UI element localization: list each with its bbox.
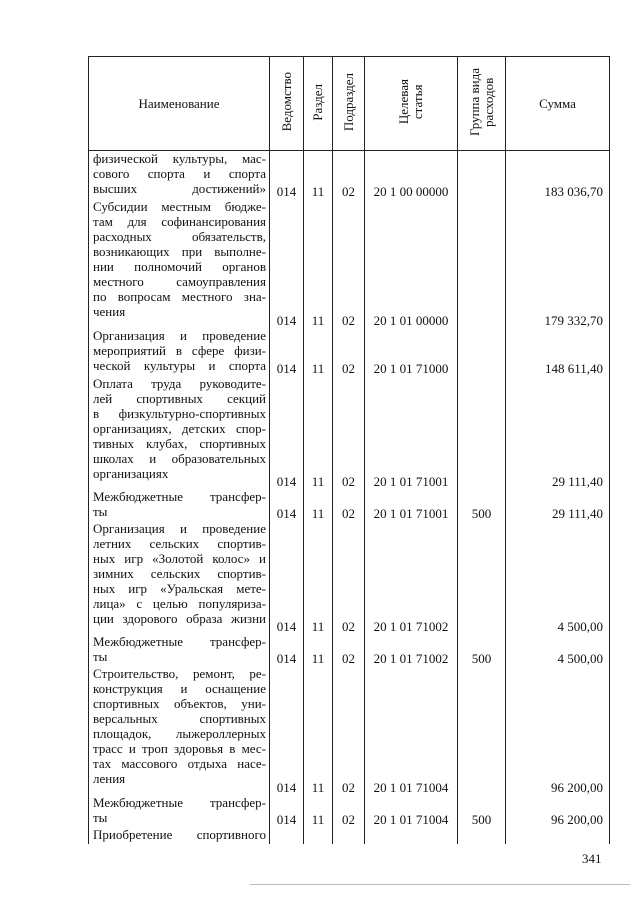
- cell-sect: 11: [304, 795, 333, 827]
- cell-dept: 014: [270, 666, 304, 795]
- table-row: [89, 376, 610, 489]
- header-section: Раздел: [304, 57, 333, 151]
- header-target-article: Целевая статья: [365, 57, 458, 151]
- cell-sub: 02: [333, 199, 365, 328]
- header-subsection: Подраздел: [333, 57, 365, 151]
- cell-sub: 02: [333, 376, 365, 489]
- cell-name: Оплата труда руководите- лей спортивных секций в физкультурно-спортивных организациях, детских спор- тивных клубах, спортивных школах и образовательных организациях: [89, 376, 270, 489]
- cell-dept: 014: [270, 489, 304, 521]
- cell-sub: 02: [333, 489, 365, 521]
- cell-group: 500: [458, 634, 506, 666]
- cell-dept: [270, 827, 304, 844]
- cell-sum: 4 500,00: [506, 634, 610, 666]
- table-row: [89, 151, 610, 199]
- cell-sub: 02: [333, 521, 365, 634]
- table-row: [89, 634, 610, 666]
- cell-name: Субсидии местным бюдже- там для софинансирования расходных обязательств, возникающих при выполне- нии полномочий органов местного самоуправления по вопросам местного зна- чения: [89, 199, 270, 328]
- cell-article: 20 1 01 00000: [365, 199, 458, 328]
- cell-group: 500: [458, 489, 506, 521]
- table-row: [89, 328, 610, 376]
- cell-sect: 11: [304, 328, 333, 376]
- cell-group: [458, 521, 506, 634]
- cell-dept: 014: [270, 328, 304, 376]
- cell-article: 20 1 01 71001: [365, 489, 458, 521]
- cell-group: [458, 827, 506, 844]
- page-number: 341: [582, 851, 602, 866]
- cell-dept: 014: [270, 634, 304, 666]
- cell-dept: 014: [270, 151, 304, 199]
- cell-sub: 02: [333, 795, 365, 827]
- cell-article: 20 1 01 71004: [365, 795, 458, 827]
- header-sum: Сумма: [506, 57, 610, 151]
- cell-sect: 11: [304, 666, 333, 795]
- cell-sect: 11: [304, 199, 333, 328]
- cell-group: [458, 376, 506, 489]
- cell-name: физической культуры, мас- сового спорта и спорта высших достижений»: [89, 151, 270, 199]
- cell-article: 20 1 01 71002: [365, 634, 458, 666]
- cell-sum: [506, 827, 610, 844]
- cell-dept: 014: [270, 795, 304, 827]
- cell-group: [458, 328, 506, 376]
- cell-sum: 29 111,40: [506, 376, 610, 489]
- table-row: [89, 521, 610, 634]
- table-row: [89, 795, 610, 827]
- cell-group: 500: [458, 795, 506, 827]
- cell-sect: 11: [304, 634, 333, 666]
- cell-sect: 11: [304, 376, 333, 489]
- table-body: [89, 151, 610, 845]
- table-row: [89, 666, 610, 795]
- cell-sub: 02: [333, 666, 365, 795]
- cell-sum: 96 200,00: [506, 666, 610, 795]
- cell-sum: 29 111,40: [506, 489, 610, 521]
- cell-article: 20 1 01 71002: [365, 521, 458, 634]
- table-row: [89, 827, 610, 844]
- cell-sect: [304, 827, 333, 844]
- cell-sum: 96 200,00: [506, 795, 610, 827]
- cell-sub: 02: [333, 328, 365, 376]
- cell-article: 20 1 01 71000: [365, 328, 458, 376]
- cell-sect: 11: [304, 151, 333, 199]
- cell-name: Межбюджетные трансфер- ты: [89, 795, 270, 827]
- cell-sub: [333, 827, 365, 844]
- cell-name: Приобретение спортивного: [89, 827, 270, 844]
- cell-dept: 014: [270, 199, 304, 328]
- header-department: Ведомство: [270, 57, 304, 151]
- cell-sum: 4 500,00: [506, 521, 610, 634]
- bottom-divider: [250, 884, 630, 885]
- table-row: [89, 199, 610, 328]
- cell-sum: 179 332,70: [506, 199, 610, 328]
- table-header: [89, 57, 610, 151]
- header-expense-group: Группа вида расходов: [458, 57, 506, 151]
- cell-sum: 183 036,70: [506, 151, 610, 199]
- cell-group: [458, 199, 506, 328]
- table-row: [89, 489, 610, 521]
- budget-table: [88, 56, 610, 844]
- cell-sub: 02: [333, 151, 365, 199]
- cell-dept: 014: [270, 521, 304, 634]
- cell-name: Строительство, ремонт, ре- конструкция и оснащение спортивных объектов, уни- версальных спортивных площадок, лыжероллерных трасс и троп здоровья в мес- тах массового отдыха насе- ления: [89, 666, 270, 795]
- cell-group: [458, 666, 506, 795]
- cell-article: 20 1 00 00000: [365, 151, 458, 199]
- cell-group: [458, 151, 506, 199]
- cell-name: Организация и проведение летних сельских спортив- ных игр «Золотой колос» и зимних сельских спортив- ных игр «Уральская мете- лица» с целью популяриза- ции здорового образа жизни: [89, 521, 270, 634]
- cell-article: 20 1 01 71001: [365, 376, 458, 489]
- cell-name: Организация и проведение мероприятий в сфере физи- ческой культуры и спорта: [89, 328, 270, 376]
- cell-article: [365, 827, 458, 844]
- cell-article: 20 1 01 71004: [365, 666, 458, 795]
- cell-sum: 148 611,40: [506, 328, 610, 376]
- cell-sub: 02: [333, 634, 365, 666]
- header-name: Наименование: [89, 57, 270, 151]
- cell-name: Межбюджетные трансфер- ты: [89, 489, 270, 521]
- cell-sect: 11: [304, 489, 333, 521]
- cell-sect: 11: [304, 521, 333, 634]
- cell-dept: 014: [270, 376, 304, 489]
- cell-name: Межбюджетные трансфер- ты: [89, 634, 270, 666]
